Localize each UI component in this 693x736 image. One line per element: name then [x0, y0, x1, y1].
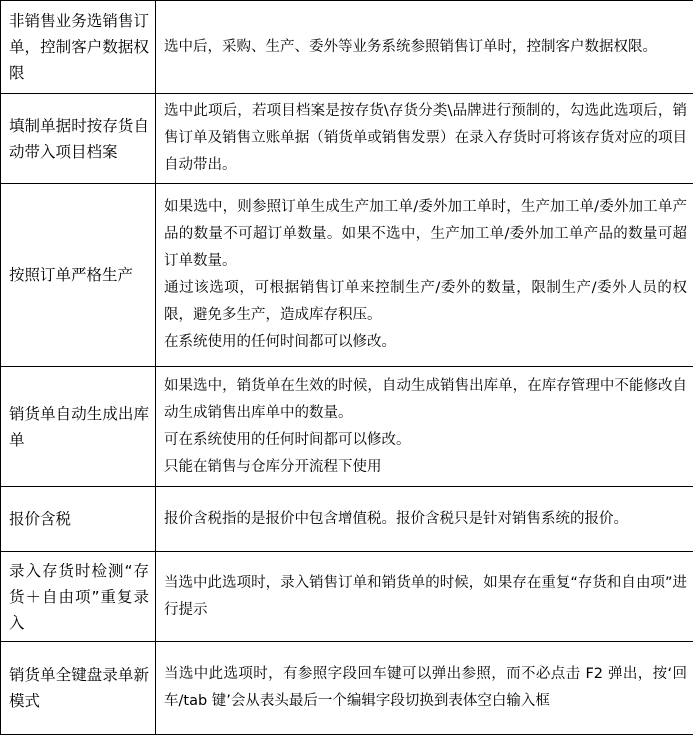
table-row — [1, 487, 693, 552]
option-name: 报价含税 — [1, 487, 156, 552]
option-description — [156, 1, 693, 94]
table-row — [1, 642, 693, 735]
option-description — [156, 367, 693, 487]
option-description — [156, 94, 693, 184]
table-row — [1, 367, 693, 487]
option-description — [156, 552, 693, 642]
description-paragraph: 在系统使用的任何时间都可以修改。 — [164, 334, 396, 350]
option-name: 录入存货时检测“存货＋自由项”重复录入 — [1, 552, 156, 642]
description-paragraph: 如果选中，销货单在生效的时候，自动生成销售出库单，在库存管理中不能修改自动生成销售出库单中的数量。 — [164, 377, 687, 421]
option-name: 按照订单严格生产 — [1, 184, 156, 367]
description-paragraph: 当选中此选项时，有参照字段回车键可以弹出参照，而不必点击 F2 弹出，按‘回车/tab 键’会从表头最后一个编辑字段切换到表体空白输入框 — [164, 666, 687, 709]
table-row — [1, 94, 693, 184]
description-paragraph: 只能在销售与仓库分开流程下使用 — [164, 458, 382, 475]
table-row — [1, 552, 693, 642]
description-paragraph: 当选中此选项时，录入销售订单和销货单的时候，如果存在重复“存货和自由项”进行提示 — [164, 574, 687, 618]
description-paragraph: 可在系统使用的任何时间都可以修改。 — [164, 431, 411, 448]
description-paragraph: 选中后，采购、生产、委外等业务系统参照销售订单时，控制客户数据权限。 — [164, 38, 657, 55]
description-paragraph: 报价含税指的是报价中包含增值税。报价含税只是针对销售系统的报价。 — [164, 510, 628, 527]
table-row — [1, 184, 693, 367]
option-name: 填制单据时按存货自动带入项目档案 — [1, 94, 156, 184]
description-paragraph: 通过该选项，可根据销售订单来控制生产/委外的数量，限制生产/委外人员的权限，避免多生产，造成库存积压。 — [164, 280, 687, 323]
option-description — [156, 184, 693, 367]
option-name: 销货单自动生成出库单 — [1, 367, 156, 487]
option-name: 销货单全键盘录单新模式 — [1, 642, 156, 735]
option-name: 非销售业务选销售订单，控制客户数据权限 — [1, 1, 156, 94]
table-row — [1, 1, 693, 94]
option-description — [156, 487, 693, 552]
description-paragraph: 选中此项后，若项目档案是按存货\存货分类\品牌进行预制的，勾选此选项后，销售订单及销售立账单据（销货单或销售发票）在录入存货时可将该存货对应的项目自动带出。 — [164, 103, 687, 173]
option-description — [156, 642, 693, 735]
description-paragraph: 如果选中，则参照订单生成生产加工单/委外加工单时，生产加工单/委外加工单产品的数量不可超订单数量。如果不选中，生产加工单/委外加工单产品的数量可超订单数量。 — [164, 199, 687, 269]
